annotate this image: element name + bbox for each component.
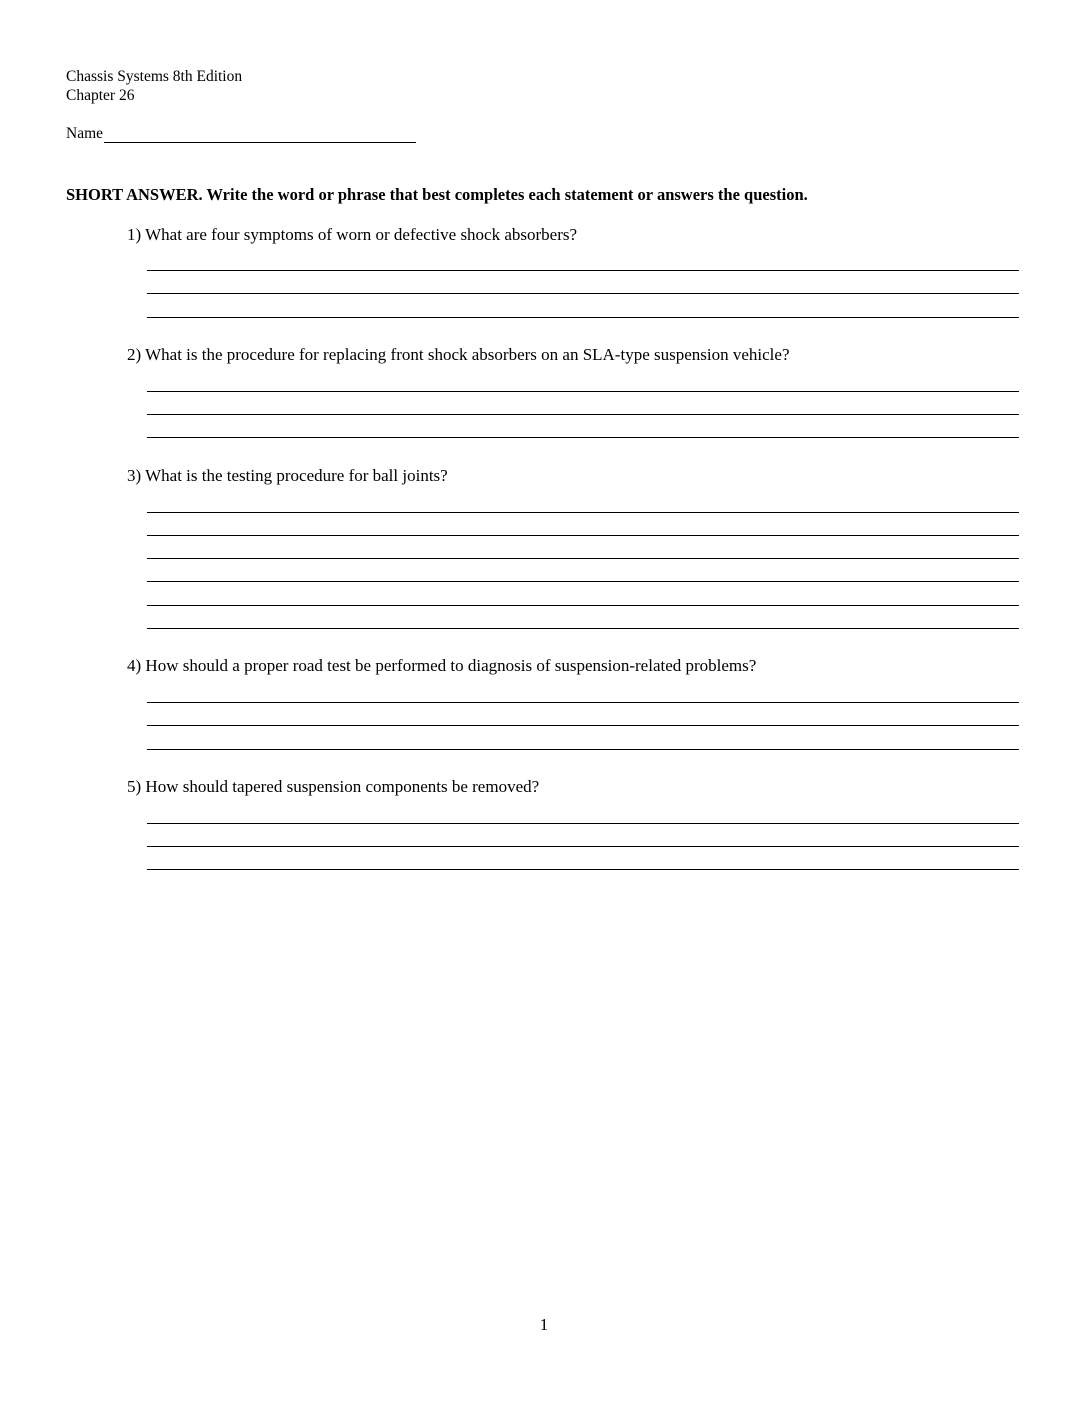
answer-line[interactable] — [147, 605, 1019, 606]
name-label: Name — [66, 125, 104, 142]
answer-line[interactable] — [147, 535, 1019, 536]
answer-line[interactable] — [147, 725, 1019, 726]
answer-line[interactable] — [147, 414, 1019, 415]
section-instructions: SHORT ANSWER. Write the word or phrase that best completes each statement or answers the question. — [66, 185, 808, 204]
question-4: 4) How should a proper road test be performed to diagnosis of suspension-related problems? — [127, 656, 757, 675]
name-blank-line[interactable] — [104, 125, 416, 143]
answer-line[interactable] — [147, 581, 1019, 582]
answer-line[interactable] — [147, 823, 1019, 824]
answer-line[interactable] — [147, 749, 1019, 750]
answer-line[interactable] — [147, 437, 1019, 438]
page-number: 1 — [539, 1315, 549, 1334]
answer-line[interactable] — [147, 270, 1019, 271]
chapter-label: Chapter 26 — [66, 87, 135, 104]
answer-line[interactable] — [147, 702, 1019, 703]
answer-line[interactable] — [147, 293, 1019, 294]
answer-line[interactable] — [147, 512, 1019, 513]
question-3: 3) What is the testing procedure for ball joints? — [127, 466, 448, 485]
question-1: 1) What are four symptoms of worn or defective shock absorbers? — [127, 225, 578, 244]
answer-line[interactable] — [147, 628, 1019, 629]
answer-line[interactable] — [147, 558, 1019, 559]
question-5: 5) How should tapered suspension components be removed? — [127, 777, 540, 796]
question-2: 2) What is the procedure for replacing front shock absorbers on an SLA-type suspension vehicle? — [127, 345, 790, 364]
document-header — [66, 67, 242, 105]
answer-line[interactable] — [147, 317, 1019, 318]
answer-line[interactable] — [147, 846, 1019, 847]
answer-line[interactable] — [147, 869, 1019, 870]
name-field — [66, 125, 416, 143]
answer-line[interactable] — [147, 391, 1019, 392]
book-title: Chassis Systems 8th Edition — [66, 68, 243, 85]
